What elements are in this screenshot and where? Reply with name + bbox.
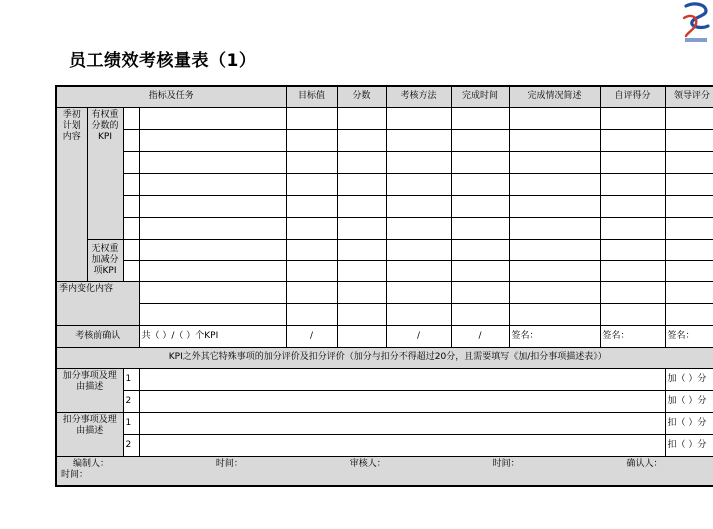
confirmer-label: 确认人：	[626, 458, 663, 469]
cell-finish-time[interactable]	[451, 107, 509, 129]
time-label-3: 时间：	[61, 469, 89, 480]
table-row	[56, 281, 713, 303]
cell-indicator[interactable]	[139, 195, 286, 217]
cell-score[interactable]	[337, 173, 386, 195]
cell-target[interactable]	[286, 173, 337, 195]
col-method: 考核方法	[386, 86, 451, 107]
method-slash: /	[386, 325, 451, 347]
bonus-label: 加分事项及理由描述	[56, 368, 123, 412]
col-finish-time: 完成时间	[451, 86, 509, 107]
cell-score[interactable]	[337, 217, 386, 239]
cell-method[interactable]	[386, 239, 451, 260]
cell-method[interactable]	[386, 195, 451, 217]
bonus-desc[interactable]	[139, 368, 665, 390]
table-row	[56, 107, 713, 129]
cell-leader-score[interactable]	[665, 151, 713, 173]
cell-index[interactable]	[123, 129, 139, 151]
special-note: KPI之外其它特殊事项的加分评价及扣分评价（加分与扣分不得超过20分，且需要填写《加/扣分事项描述表》）	[56, 347, 713, 368]
cell-leader-score[interactable]	[665, 217, 713, 239]
col-score: 分数	[337, 86, 386, 107]
table-row	[56, 129, 713, 151]
cell-finish-desc[interactable]	[509, 129, 600, 151]
cell-finish-time[interactable]	[451, 281, 509, 303]
cell-index[interactable]	[123, 260, 139, 281]
footer-row	[56, 456, 713, 486]
self-sign[interactable]: 签名：	[600, 325, 665, 347]
cell-score[interactable]	[337, 260, 386, 281]
cell-finish-desc[interactable]	[509, 260, 600, 281]
cell-method[interactable]	[386, 151, 451, 173]
section-unweighted-kpi: 无权重加减分项KPI	[87, 239, 123, 281]
cell-indicator[interactable]	[139, 281, 286, 303]
cell-finish-desc[interactable]	[509, 151, 600, 173]
cell-self-score[interactable]	[600, 217, 665, 239]
cell-leader-score[interactable]	[665, 303, 713, 325]
cell-finish-time[interactable]	[451, 239, 509, 260]
cell-target[interactable]	[286, 217, 337, 239]
table-row	[56, 173, 713, 195]
cell-finish-time[interactable]	[451, 151, 509, 173]
cell-finish-desc[interactable]	[509, 107, 600, 129]
cell-indicator[interactable]	[139, 239, 286, 260]
preparer-label: 编制人：	[73, 458, 110, 469]
cell-finish-time[interactable]	[451, 129, 509, 151]
table-row	[56, 239, 713, 260]
cell-finish-desc[interactable]	[509, 217, 600, 239]
bonus-score[interactable]: 加（ ）分	[665, 390, 713, 412]
bonus-index: 2	[123, 390, 139, 412]
cell-score[interactable]	[337, 239, 386, 260]
header-row	[56, 86, 713, 107]
cell-indicator[interactable]	[139, 107, 286, 129]
cell-index[interactable]	[123, 107, 139, 129]
target-slash: /	[286, 325, 337, 347]
cell-method[interactable]	[386, 303, 451, 325]
cell-score[interactable]	[337, 129, 386, 151]
cell-indicator[interactable]	[139, 303, 286, 325]
time-label-2: 时间：	[492, 458, 520, 469]
cell-indicator[interactable]	[139, 260, 286, 281]
cell-target[interactable]	[286, 107, 337, 129]
cell-indicator[interactable]	[139, 151, 286, 173]
table-row	[56, 195, 713, 217]
cell-self-score[interactable]	[600, 129, 665, 151]
cell-leader-score[interactable]	[665, 239, 713, 260]
bonus-score[interactable]: 加（ ）分	[665, 368, 713, 390]
cell-method[interactable]	[386, 217, 451, 239]
cell-score[interactable]	[337, 195, 386, 217]
cell-index[interactable]	[123, 217, 139, 239]
cell-leader-score[interactable]	[665, 173, 713, 195]
deduct-index: 2	[123, 434, 139, 456]
cell-target[interactable]	[286, 151, 337, 173]
cell-finish-time[interactable]	[451, 173, 509, 195]
kpi-form-table	[55, 85, 713, 487]
table-row	[56, 260, 713, 281]
cell-finish-desc[interactable]	[509, 195, 600, 217]
col-target: 目标值	[286, 86, 337, 107]
desc-sign[interactable]: 签名：	[509, 325, 600, 347]
deduct-desc[interactable]	[139, 412, 665, 434]
cell-finish-desc[interactable]	[509, 303, 600, 325]
cell-self-score[interactable]	[600, 239, 665, 260]
col-finish-desc: 完成情况简述	[509, 86, 600, 107]
cell-score[interactable]	[337, 151, 386, 173]
cell-index[interactable]	[123, 173, 139, 195]
deduct-desc[interactable]	[139, 434, 665, 456]
cell-self-score[interactable]	[600, 151, 665, 173]
bonus-row	[56, 368, 713, 390]
bonus-index: 1	[123, 368, 139, 390]
cell-leader-score[interactable]	[665, 107, 713, 129]
cell-self-score[interactable]	[600, 195, 665, 217]
page-title: 员工绩效考核量表（1）	[69, 51, 257, 71]
table-row	[56, 151, 713, 173]
cell-leader-score[interactable]	[665, 195, 713, 217]
cell-leader-score[interactable]	[665, 260, 713, 281]
cell-target[interactable]	[286, 260, 337, 281]
confirm-label: 考核前确认	[56, 325, 139, 347]
cell-self-score[interactable]	[600, 281, 665, 303]
special-note-row	[56, 347, 713, 368]
cell-target[interactable]	[286, 281, 337, 303]
cell-finish-desc[interactable]	[509, 281, 600, 303]
cell-indicator[interactable]	[139, 217, 286, 239]
bonus-desc[interactable]	[139, 390, 665, 412]
company-logo	[680, 2, 712, 44]
cell-finish-desc[interactable]	[509, 173, 600, 195]
section-quarter-plan: 季初计划内容	[56, 107, 87, 281]
cell-self-score[interactable]	[600, 173, 665, 195]
cell-method[interactable]	[386, 173, 451, 195]
cell-finish-time[interactable]	[451, 217, 509, 239]
cell-self-score[interactable]	[600, 260, 665, 281]
deduct-row	[56, 412, 713, 434]
col-leader-score: 领导评分	[665, 86, 713, 107]
deduct-row	[56, 434, 713, 456]
cell-finish-time[interactable]	[451, 195, 509, 217]
cell-leader-score[interactable]	[665, 281, 713, 303]
cell-method[interactable]	[386, 281, 451, 303]
cell-finish-time[interactable]	[451, 260, 509, 281]
leader-sign[interactable]: 签名：	[665, 325, 713, 347]
cell-target[interactable]	[286, 129, 337, 151]
deduct-score[interactable]: 扣（ ）分	[665, 434, 713, 456]
table-row	[56, 303, 713, 325]
section-quarter-change: 季内变化内容	[56, 281, 139, 325]
cell-index[interactable]	[123, 195, 139, 217]
cell-score[interactable]	[337, 107, 386, 129]
table-row	[56, 217, 713, 239]
deduct-label: 扣分事项及理由描述	[56, 412, 123, 456]
cell-indicator[interactable]	[139, 129, 286, 151]
time-slash: /	[451, 325, 509, 347]
cell-finish-time[interactable]	[451, 303, 509, 325]
cell-score[interactable]	[337, 281, 386, 303]
confirm-row	[56, 325, 713, 347]
cell-method[interactable]	[386, 129, 451, 151]
cell-leader-score[interactable]	[665, 129, 713, 151]
cell-target[interactable]	[286, 195, 337, 217]
cell-finish-desc[interactable]	[509, 239, 600, 260]
score-blank[interactable]	[337, 325, 386, 347]
time-label-1: 时间：	[215, 458, 243, 469]
footer-cell	[56, 456, 713, 486]
deduct-score[interactable]: 扣（ ）分	[665, 412, 713, 434]
col-indicator: 指标及任务	[56, 86, 286, 107]
bonus-row	[56, 390, 713, 412]
cell-index[interactable]	[123, 239, 139, 260]
cell-score[interactable]	[337, 303, 386, 325]
col-self-score: 自评得分	[600, 86, 665, 107]
cell-self-score[interactable]	[600, 303, 665, 325]
kpi-count[interactable]: 共（ ）/（ ）个KPI	[139, 325, 286, 347]
reviewer-label: 审核人：	[349, 458, 386, 469]
cell-indicator[interactable]	[139, 173, 286, 195]
cell-method[interactable]	[386, 260, 451, 281]
cell-target[interactable]	[286, 303, 337, 325]
cell-target[interactable]	[286, 239, 337, 260]
section-weighted-kpi: 有权重分数的KPI	[87, 107, 123, 239]
deduct-index: 1	[123, 412, 139, 434]
cell-index[interactable]	[123, 151, 139, 173]
cell-method[interactable]	[386, 107, 451, 129]
cell-self-score[interactable]	[600, 107, 665, 129]
